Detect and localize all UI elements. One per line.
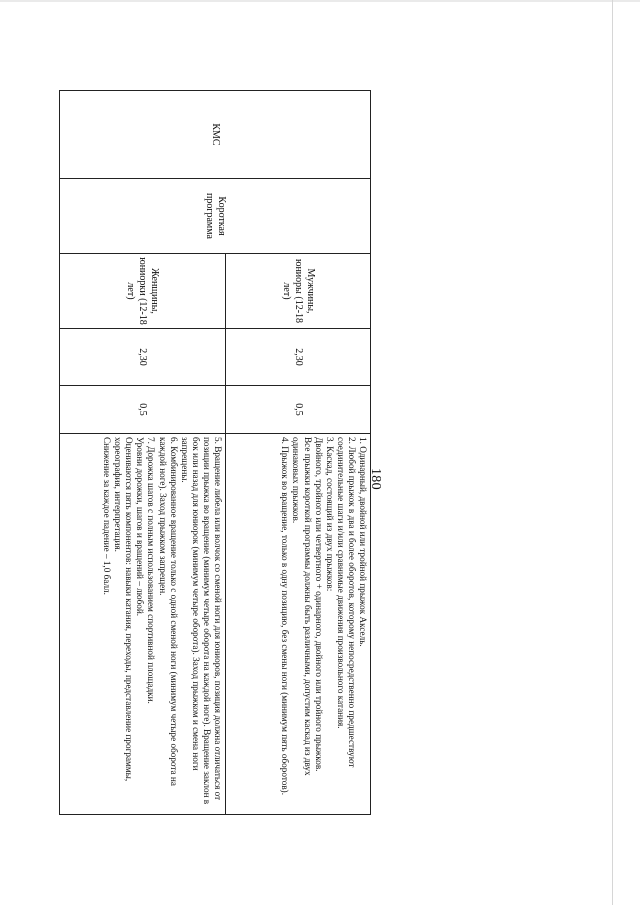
requirements-cell — [60, 434, 226, 815]
discipline-cell — [60, 179, 371, 254]
value-a-text: 2,30 — [293, 348, 304, 366]
requirement-line: 2. Любой прыжок в два и более оборотов, которому непосредственно предшествуют соединительные шаги и/или сравнимые движения произвольного катания. — [335, 437, 357, 768]
value-b-cell — [226, 386, 371, 434]
requirement-line: 1. Одинарный, двойной или тройной прыжок Аксель. — [358, 437, 368, 647]
category-text: Женщины, юниорки (12-18 лет) — [125, 257, 161, 325]
value-a-cell — [60, 329, 226, 386]
requirement-line: 3. Каскад, состоящий из двух прыжков: — [324, 437, 335, 592]
requirement-line: Снижение за каждое падение – 1,0 балл. — [102, 437, 113, 595]
page-number: 180 — [368, 468, 383, 490]
requirement-line: Двойного, тройного или четвертного + одинарного, двойного или тройного прыжков. — [313, 437, 324, 772]
scan-edge-top — [0, 0, 640, 2]
value-a-text: 2,30 — [137, 348, 149, 366]
discipline-text: Короткая программа — [204, 193, 227, 239]
level-text: КМС — [210, 123, 221, 146]
value-b-text: 0,5 — [293, 403, 304, 416]
requirement-line: 6. Комбинированное вращение только с одной сменой ноги (минимум четыре оборота на каждой ноге). Заход прыжком запрещен. — [157, 437, 179, 786]
table-row — [226, 91, 371, 815]
requirement-line: Уровни дорожки, шагов и вращений – любой. — [135, 437, 146, 617]
requirements-cell — [226, 434, 371, 815]
requirement-line: 7. Дорожка шагов с полным использованием спортивной площадки. — [146, 437, 157, 704]
rotated-page — [60, 90, 383, 814]
requirement-line: Все прыжки короткой программы должны быть различными, допустим каскад из двух одинаковых прыжков. — [291, 437, 313, 776]
requirement-line: 4. Прыжок во вращение, только в одну позицию, без смены ноги (минимум пять оборотов). — [280, 437, 291, 796]
requirements-table — [59, 90, 371, 815]
rotated-content — [60, 90, 383, 814]
requirement-line: Оцениваются пять компонентов: навыки катания, переходы, представление программы, хореография, интерпретация. — [113, 437, 135, 782]
scan-edge-right — [612, 0, 640, 905]
value-b-text: 0,5 — [137, 403, 149, 416]
category-text: Мужчины, юниоры (12-18 лет) — [281, 258, 316, 324]
value-a-cell — [226, 329, 371, 386]
category-cell — [60, 254, 226, 329]
requirement-line: 5. Вращение либела или волчок со сменой ноги для юниоров, позиция должна отличаться от позиции прыжка во вращение (минимум четыре оборота на каждой ноге). Вращение заклон в бок или назад для юниорок (минимум четыре оборота). Заход прыжком и смена ноги запрещены. — [179, 437, 223, 805]
value-b-cell — [60, 386, 226, 434]
category-cell — [226, 254, 371, 329]
level-cell — [60, 91, 371, 179]
